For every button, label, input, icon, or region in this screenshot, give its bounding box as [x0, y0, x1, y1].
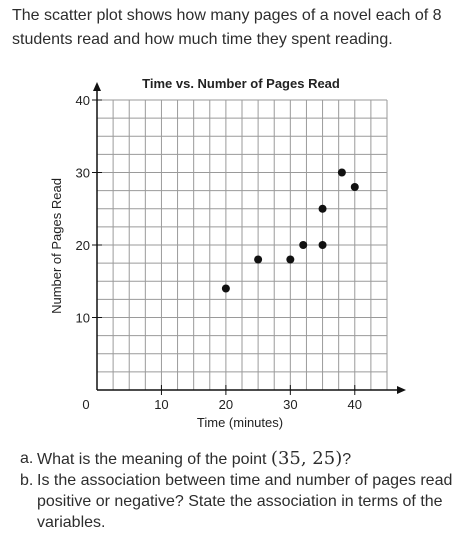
question-b	[20, 470, 465, 533]
tick-labels	[76, 93, 362, 412]
data-point	[222, 285, 230, 293]
question-b-marker: b.	[20, 472, 34, 489]
tick-marks	[92, 100, 355, 395]
problem-intro: The scatter plot shows how many pages of a novel each of 8 students read and how much time they spent reading.	[12, 7, 442, 48]
x-axis-arrow	[397, 386, 406, 394]
y-tick-label: 30	[75, 165, 90, 181]
data-point	[319, 241, 327, 249]
question-a-end: ?	[342, 451, 352, 468]
y-axis-arrow	[93, 82, 101, 91]
x-tick-label: 40	[347, 397, 363, 412]
question-a-marker: a.	[20, 450, 34, 467]
axes	[93, 82, 406, 394]
x-tick-label: 30	[283, 397, 298, 412]
y-tick-label: 40	[75, 93, 90, 108]
data-point	[299, 241, 307, 249]
question-a-text: What is the meaning of the point	[37, 451, 271, 468]
data-point	[254, 256, 262, 264]
question-a	[20, 448, 465, 470]
y-axis-label: Number of Pages Read	[49, 178, 64, 314]
data-point	[351, 183, 359, 191]
question-list	[20, 448, 465, 533]
y-tick-label: 20	[75, 238, 90, 253]
data-point	[319, 205, 327, 213]
question-a-math: (35, 25)	[270, 448, 343, 469]
x-tick-label: 10	[154, 397, 169, 412]
x-axis-label: Time (minutes)	[196, 415, 284, 430]
data-point	[286, 256, 294, 264]
chart-title: Time vs. Number of Pages Read	[142, 76, 340, 91]
y-tick-label: 10	[75, 310, 90, 326]
question-b-text: Is the association between time and number of pages read positive or negative? State the association in terms of the variables.	[37, 472, 453, 531]
data-point	[338, 169, 346, 177]
origin-label: 0	[82, 397, 90, 412]
grid-lines	[97, 100, 387, 390]
x-tick-label: 20	[218, 397, 234, 412]
